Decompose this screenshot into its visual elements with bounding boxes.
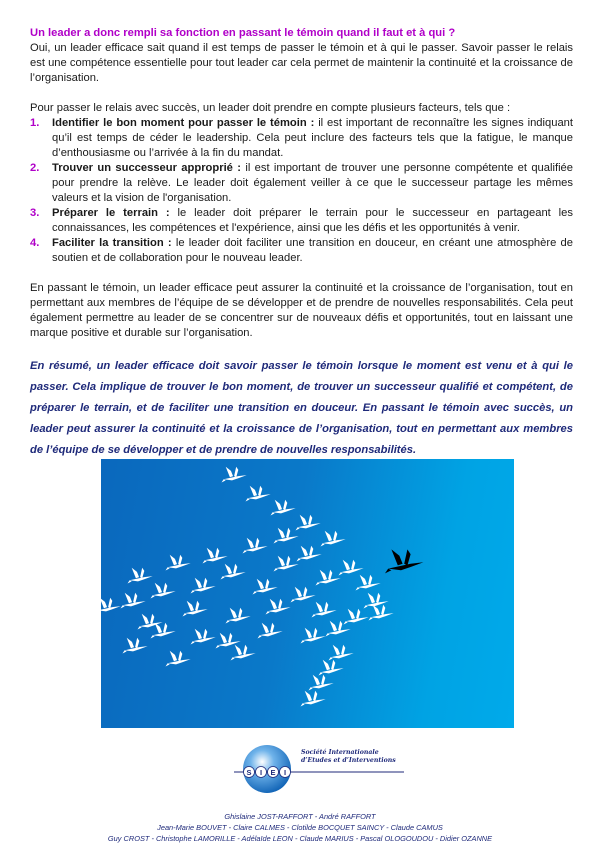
white-bird-icon — [246, 486, 271, 502]
intro-paragraph: Oui, un leader efficace sait quand il est temps de passer le témoin et à qui le passer. Savoir passer le relais est une compétence essentielle pour tout leader car cela permet de maintenir la continuité et la croissance de l’organisation. — [30, 42, 573, 84]
white-bird-icon — [166, 555, 191, 571]
factor-term: Identifier le bon moment pour passer le témoin : — [52, 117, 315, 129]
white-bird-icon — [166, 651, 191, 667]
factor-number: 2. — [30, 162, 40, 174]
white-bird-icon — [312, 602, 337, 618]
white-bird-icon — [364, 593, 389, 609]
factor-text: il est important de reconnaître les signes indiquant qu’il est temps de céder le leadership. Cela peut inclure des facteurs tels que la fatigue, le manque d’enthousiasme ou l’arrivée à la fin du mandat. — [52, 117, 573, 159]
white-bird-icon — [151, 583, 176, 599]
white-bird-icon — [191, 578, 216, 594]
factor-number: 1. — [30, 117, 40, 129]
factor-term: Faciliter la transition : — [52, 237, 172, 249]
logo-letter: I — [283, 768, 287, 777]
summary-paragraph: En résumé, un leader efficace doit savoir passer le témoin lorsque le moment est venu et à qui le passer. Cela implique de trouver le bon moment, de trouver un successeur qualifié et compétent, de préparer le terrain, et de faciliter une transition en douceur. En passant le témoin avec succès, un leader peut assurer la continuité et la croissance de l’organisation, tout en permettant aux membres de l’équipe de se développer et de prendre de nouvelles responsabilités. — [30, 360, 573, 456]
flock-svg — [101, 459, 514, 728]
white-bird-icon — [321, 531, 346, 547]
white-bird-icon — [316, 570, 341, 586]
white-bird-icon — [191, 629, 216, 645]
white-bird-icon — [221, 564, 246, 580]
white-bird-icon — [123, 638, 148, 654]
white-bird-icon — [222, 467, 247, 483]
flock-illustration — [101, 459, 514, 728]
logo-letter: I — [259, 768, 263, 777]
white-bird-icon — [101, 598, 121, 614]
factor-text: le leader doit faciliter une transition en douceur, en créant une atmosphère de soutien et de collaboration pour le nouveau leader. — [52, 237, 573, 264]
org-name-line1: Société Internationale — [301, 749, 379, 756]
factors-lead: Pour passer le relais avec succès, un leader doit prendre en compte plusieurs facteurs, tels que : — [30, 102, 511, 114]
white-bird-icon — [319, 660, 344, 676]
factor-item — [30, 236, 573, 266]
white-bird-icon — [266, 599, 291, 615]
white-bird-icon — [121, 593, 146, 609]
white-bird-icon — [231, 645, 256, 661]
factor-item — [30, 116, 573, 161]
white-bird-icon — [356, 575, 381, 591]
factor-item — [30, 161, 573, 206]
white-bird-icon — [326, 621, 351, 637]
white-bird-icon — [274, 556, 299, 572]
white-bird-icon — [226, 608, 251, 624]
white-bird-icon — [301, 691, 326, 707]
white-bird-icon — [339, 560, 364, 576]
logo-letter: S — [246, 768, 252, 777]
authors-line: Ghislaine JOST-RAFFORT - André RAFFORT — [224, 812, 376, 821]
white-bird-icon — [203, 548, 228, 564]
white-bird-icon — [216, 633, 241, 649]
factor-text: le leader doit préparer le terrain pour le successeur en partageant les connaissances, les compétences et l'expérience, ainsi que les défis et les opportunités à venir. — [52, 207, 573, 234]
factor-text: il est important de trouver une personne compétente et qualifiée pour prendre la relève. Le leader doit également veiller à ce que le successeur partage les mêmes valeurs et la vision de l'organisation. — [52, 162, 573, 204]
authors-line: Guy CROST - Christophe LAMORILLE - Adélaïde LEON - Claude MARIUS - Pascal OLOGOUDOU - Didier OZANNE — [107, 834, 493, 843]
white-bird-icon — [329, 645, 354, 661]
footer-authors — [0, 811, 600, 844]
factor-term: Trouver un successeur approprié : — [52, 162, 241, 174]
white-bird-icon — [297, 546, 322, 562]
white-bird-icon — [369, 605, 394, 621]
logo-letter: E — [270, 768, 276, 777]
white-bird-icon — [301, 628, 326, 644]
article-heading: Un leader a donc rempli sa fonction en passant le témoin quand il faut et à qui ? — [30, 27, 456, 39]
organization-name — [301, 749, 396, 765]
white-bird-icon — [291, 587, 316, 603]
factor-term: Préparer le terrain : — [52, 207, 170, 219]
leader-bird-icon — [385, 549, 423, 573]
white-bird-icon — [253, 579, 278, 595]
white-bird-icon — [183, 601, 208, 617]
white-bird-icon — [258, 623, 283, 639]
authors-line: Jean-Marie BOUVET - Claire CALMES - Clotilde BOCQUET SAINCY - Claude CAMUS — [157, 823, 443, 832]
factor-item — [30, 206, 573, 236]
white-bird-icon — [344, 609, 369, 625]
factor-number: 4. — [30, 237, 40, 249]
article — [30, 26, 573, 461]
white-bird-icon — [309, 675, 334, 691]
factors-list — [30, 116, 573, 266]
white-bird-icon — [128, 568, 153, 584]
white-bird-icon — [243, 538, 268, 554]
conclusion-paragraph: En passant le témoin, un leader efficace peut assurer la continuité et la croissance de l’organisation, tout en permettant aux membres de l’équipe de se développer et de prendre de nouvelles responsabilités. Cela peut également permettre au leader de se concentrer sur de nouveaux défis et opportunités, tout en laissant une marque positive et durable sur l’organisation. — [30, 282, 573, 339]
white-bird-icon — [296, 515, 321, 531]
white-bird-icon — [271, 500, 296, 516]
white-bird-icon — [274, 528, 299, 544]
factor-number: 3. — [30, 207, 40, 219]
org-name-line2: d’Etudes et d’Interventions — [301, 757, 396, 764]
